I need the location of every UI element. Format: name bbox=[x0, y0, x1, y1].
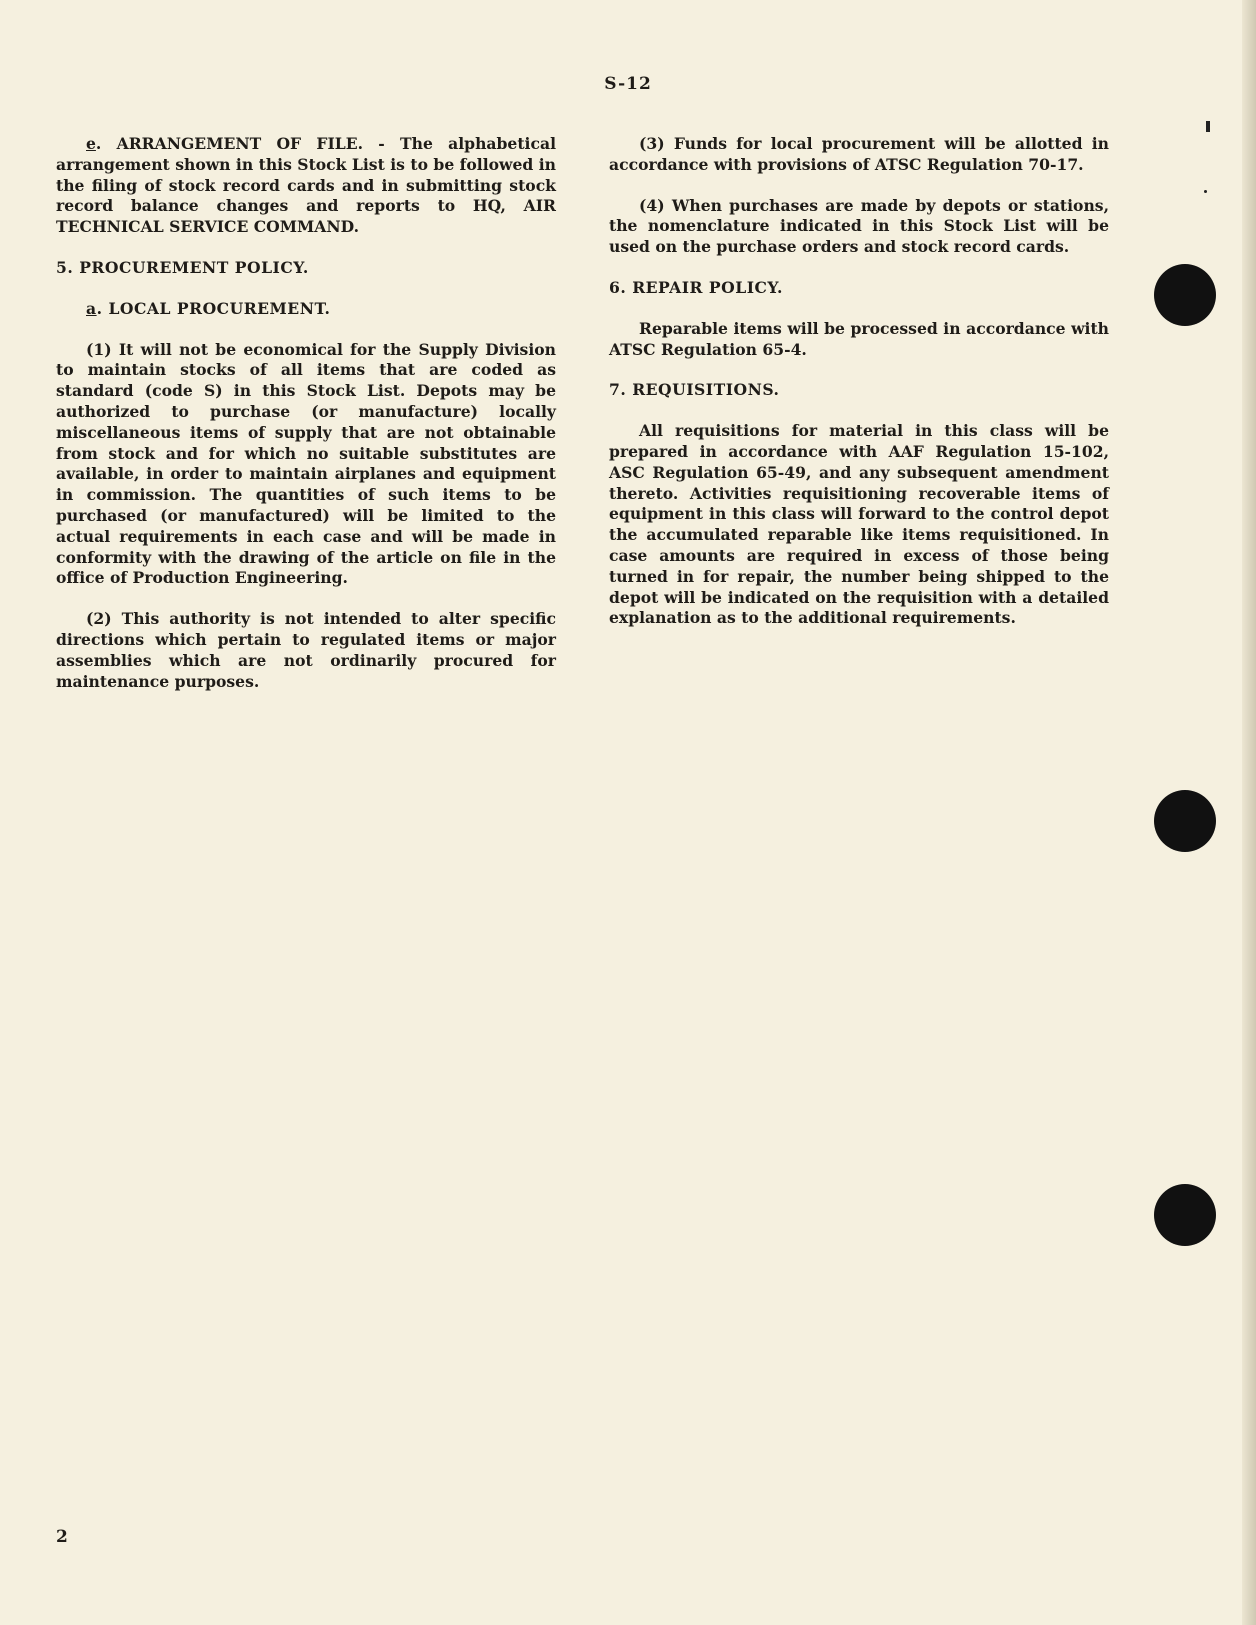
subsection-a-letter: a bbox=[86, 298, 97, 318]
subsection-a-heading bbox=[86, 299, 556, 320]
subsection-a-text: . LOCAL PROCUREMENT. bbox=[96, 298, 331, 318]
section-6-heading: 6. REPAIR POLICY. bbox=[609, 277, 783, 297]
paragraph-3: (3) Funds for local procurement will be allotted in accordance with provisions of ATSC Regulation 70-17. bbox=[609, 134, 1109, 174]
footer-page-number: 2 bbox=[56, 1527, 68, 1547]
paragraph-e bbox=[56, 134, 556, 238]
page-edge bbox=[1242, 0, 1256, 1625]
paragraph-2: (2) This authority is not intended to alter specific directions which pertain to regulated items or major assemblies which are not ordinarily procured for maintenance purposes. bbox=[56, 609, 556, 691]
section-7-text: All requisitions for material in this class will be prepared in accordance with AAF Regulation 15-102, ASC Regulation 65-49, and any subsequent amendment thereto. Activities requisitioning recoverable items of equipment in this class will forward to the control depot the accumulated reparable like items requisitioned. In case amounts are required in excess of those being turned in for repair, the number being shipped to the depot will be indicated on the requisition with a detailed explanation as to the additional requirements. bbox=[609, 421, 1109, 628]
punch-hole bbox=[1154, 1184, 1216, 1246]
right-column bbox=[609, 134, 1109, 649]
scan-mark bbox=[1204, 190, 1207, 193]
scan-mark bbox=[1206, 121, 1210, 132]
paragraph-e-letter: e bbox=[86, 134, 96, 153]
paragraph-4: (4) When purchases are made by depots or stations, the nomenclature indicated in this Stock List will be used on the purchase orders and stock record cards. bbox=[609, 195, 1109, 257]
section-7-heading: 7. REQUISITIONS. bbox=[609, 380, 780, 400]
paragraph-e-text: . ARRANGEMENT OF FILE. - The alphabetical arrangement shown in this Stock List is to be followed in the filing of stock record cards and in submitting stock record balance changes and reports to HQ, AIR TECHNICAL SERVICE COMMAND. bbox=[56, 134, 556, 237]
page-code: S-12 bbox=[604, 74, 652, 94]
left-column bbox=[56, 134, 556, 712]
paragraph-1: (1) It will not be economical for the Supply Division to maintain stocks of all items that are coded as standard (code S) in this Stock List. Depots may be authorized to purchase (or manufacture) locally miscellaneous items of supply that are not obtainable from stock and for which no suitable substitutes are available, in order to maintain airplanes and equipment in commission. The quantities of such items to be purchased (or manufactured) will be limited to the actual requirements in each case and will be made in conformity with the drawing of the article on file in the office of Production Engineering. bbox=[56, 339, 556, 588]
punch-hole bbox=[1154, 264, 1216, 326]
section-6-text: Reparable items will be processed in accordance with ATSC Regulation 65-4. bbox=[609, 318, 1109, 359]
section-5-heading: 5. PROCUREMENT POLICY. bbox=[56, 257, 309, 277]
punch-hole bbox=[1154, 790, 1216, 852]
